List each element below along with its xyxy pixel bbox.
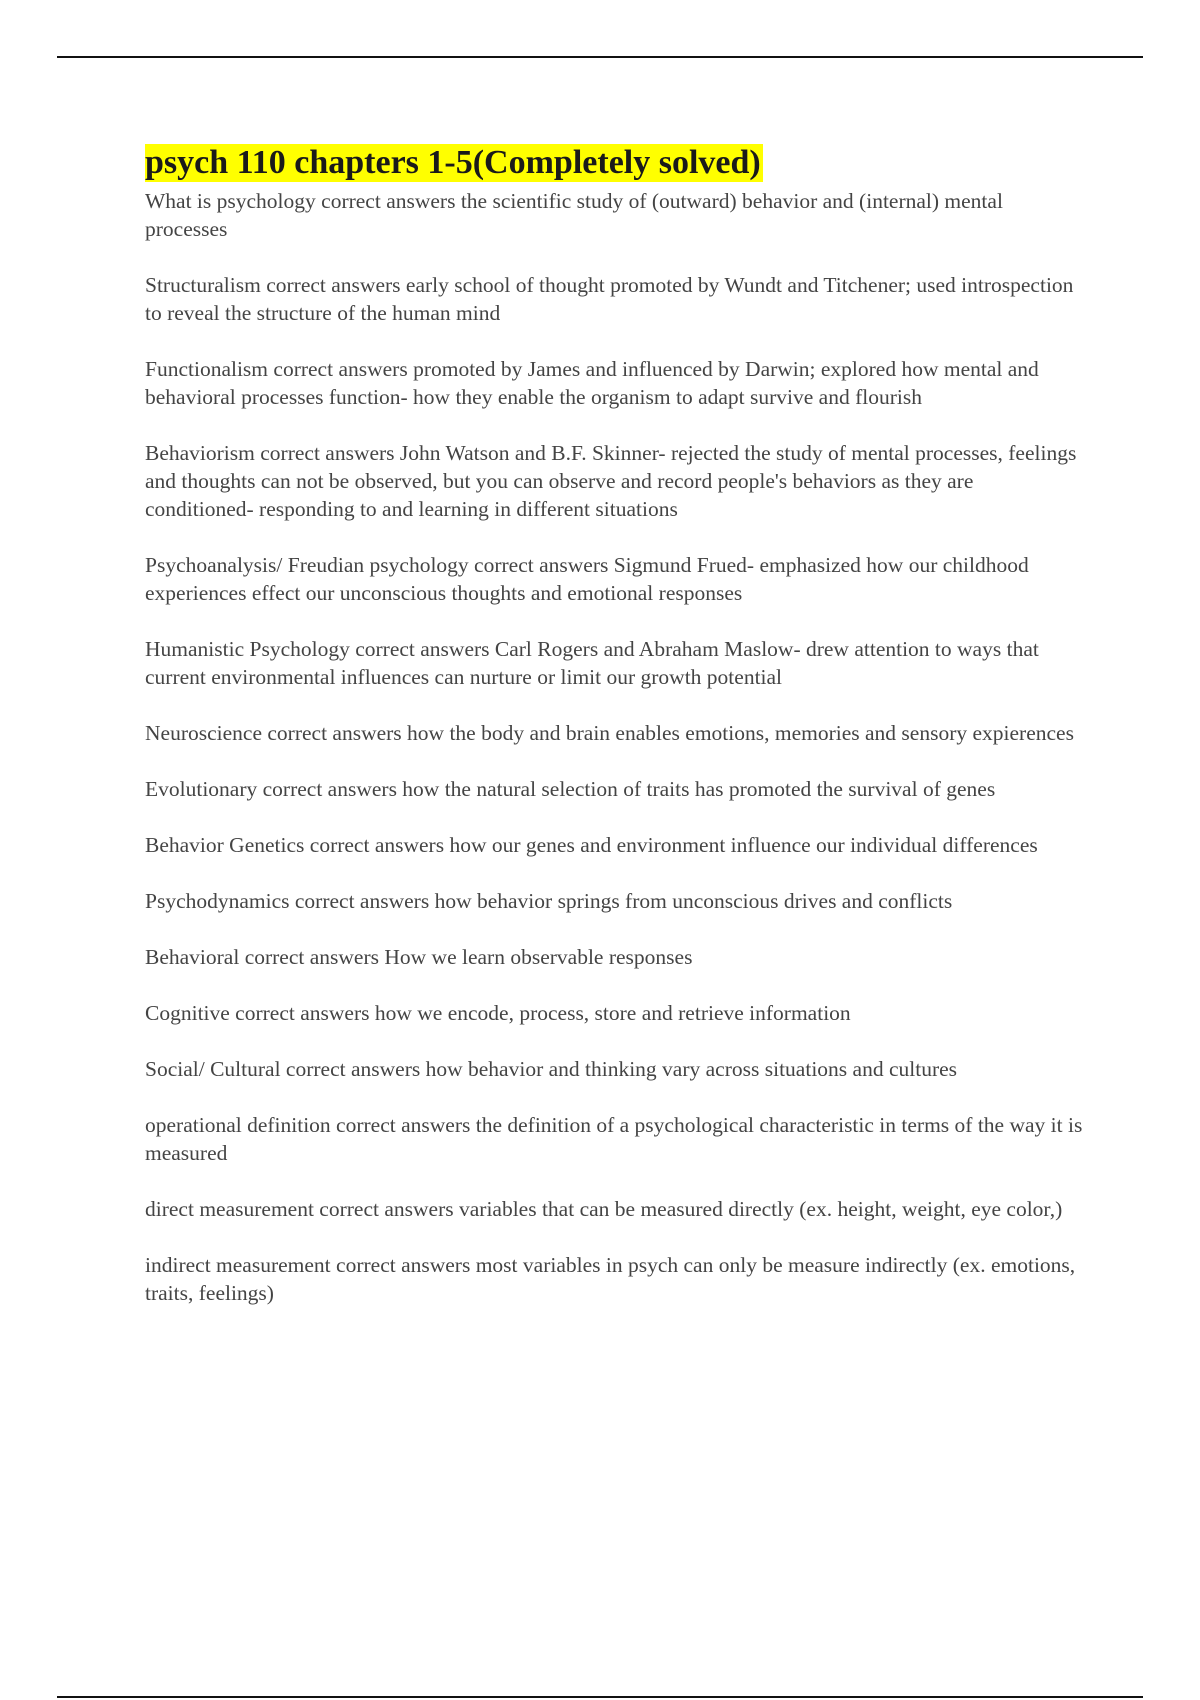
- entry-humanistic-psychology: Humanistic Psychology correct answers Carl Rogers and Abraham Maslow- drew attention to ways that current environmental influences can nurture or limit our growth potential: [145, 637, 1039, 690]
- entry-evolutionary: Evolutionary correct answers how the natural selection of traits has promoted the survival of genes: [145, 777, 996, 802]
- entry-behavioral: Behavioral correct answers How we learn observable responses: [145, 945, 693, 970]
- entry-functionalism: Functionalism correct answers promoted by James and influenced by Darwin; explored how mental and behavioral processes function- how they enable the organism to adapt survive and flourish: [145, 357, 1039, 410]
- header-rule: [57, 56, 1143, 58]
- entry-psychoanalysis: Psychoanalysis/ Freudian psychology correct answers Sigmund Frued- emphasized how our childhood experiences effect our unconscious thoughts and emotional responses: [145, 553, 1029, 606]
- entry-what-is-psychology: What is psychology correct answers the scientific study of (outward) behavior and (internal) mental processes: [145, 189, 1003, 242]
- footer-rule: [57, 1696, 1143, 1698]
- document-body: [145, 144, 1085, 1335]
- entry-neuroscience: Neuroscience correct answers how the body and brain enables emotions, memories and sensory expierences: [145, 721, 1074, 746]
- entry-behaviorism: Behaviorism correct answers John Watson and B.F. Skinner- rejected the study of mental processes, feelings and thoughts can not be observed, but you can observe and record people's behaviors as they are conditioned- responding to and learning in different situations: [145, 441, 1077, 522]
- document-title-text: psych 110 chapters 1-5(Completely solved): [145, 144, 761, 181]
- entry-behavior-genetics: Behavior Genetics correct answers how our genes and environment influence our individual differences: [145, 833, 1038, 858]
- entry-direct-measurement: direct measurement correct answers variables that can be measured directly (ex. height, weight, eye color,): [145, 1197, 1063, 1222]
- document-title: [145, 144, 1085, 181]
- entry-indirect-measurement: indirect measurement correct answers most variables in psych can only be measure indirectly (ex. emotions, traits, feelings): [145, 1253, 1076, 1306]
- entry-list: [145, 187, 1085, 1307]
- entry-cognitive: Cognitive correct answers how we encode, process, store and retrieve information: [145, 1001, 851, 1026]
- entry-social-cultural: Social/ Cultural correct answers how behavior and thinking vary across situations and cultures: [145, 1057, 958, 1082]
- entry-structuralism: Structuralism correct answers early school of thought promoted by Wundt and Titchener; used introspection to reveal the structure of the human mind: [145, 273, 1074, 326]
- entry-psychodynamics: Psychodynamics correct answers how behavior springs from unconscious drives and conflicts: [145, 889, 953, 914]
- entry-operational-definition: operational definition correct answers the definition of a psychological characteristic in terms of the way it is measured: [145, 1113, 1083, 1166]
